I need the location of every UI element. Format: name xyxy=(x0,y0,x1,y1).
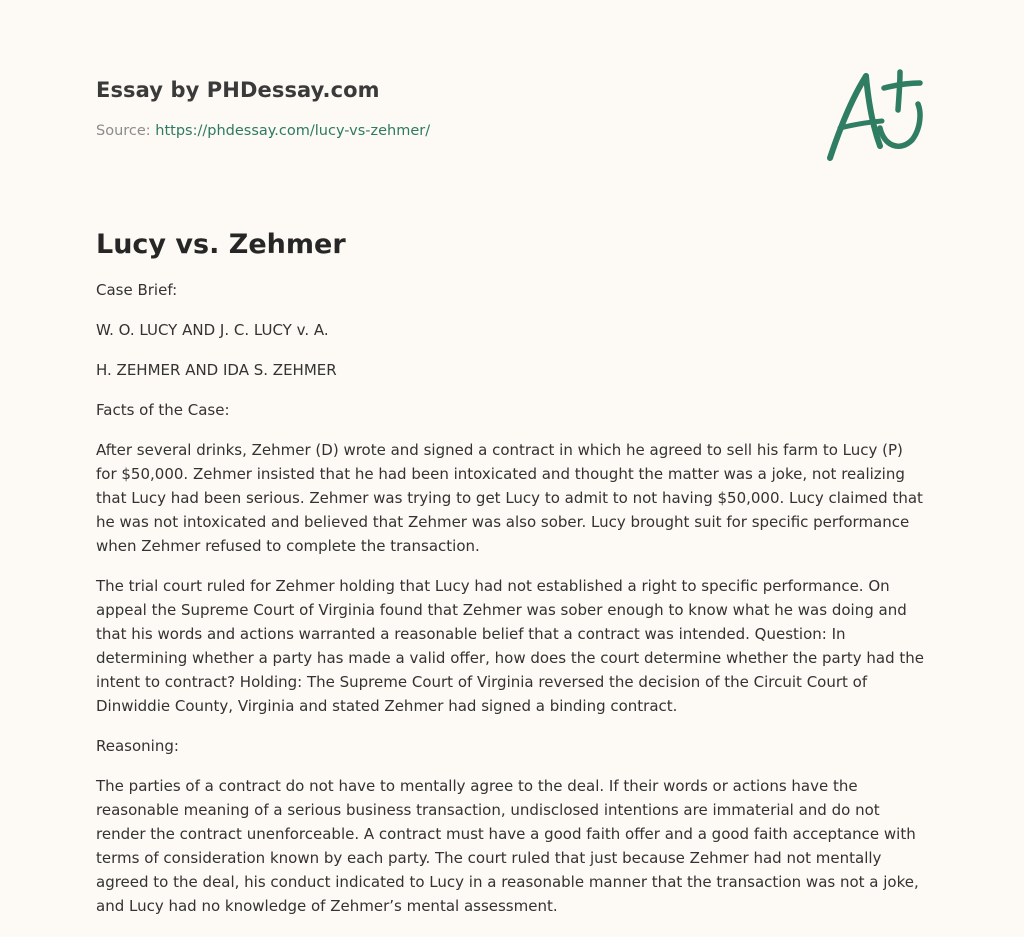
source-label: Source: xyxy=(96,123,151,139)
page-header xyxy=(96,76,796,142)
paragraph-reasoning-heading: Reasoning: xyxy=(96,737,179,755)
source-link[interactable]: https://phdessay.com/lucy-vs-zehmer/ xyxy=(155,123,431,139)
paragraph-parties-2: H. ZEHMER AND IDA S. ZEHMER xyxy=(96,361,337,379)
paragraph-case-brief: Case Brief: xyxy=(96,281,178,299)
paragraph-parties-1: W. O. LUCY AND J. C. LUCY v. A. xyxy=(96,321,329,339)
article-title: Lucy vs. Zehmer xyxy=(96,229,346,260)
paragraph-facts: After several drinks, Zehmer (D) wrote and signed a contract in which he agreed to sell his farm to Lucy (P) for $50,000. Zehmer insisted that he had been intoxicated and thought the matter was a joke, not realizing that Lucy had been serious. Zehmer was trying to get Lucy to admit to not having $50,000. Lucy claimed that he was not intoxicated and believed that Zehmer was also sober. Lucy brought suit for specific performance when Zehmer refused to complete the transaction. xyxy=(96,441,923,555)
paragraph-reasoning: The parties of a contract do not have to mentally agree to the deal. If their words or actions have the reasonable meaning of a serious business transaction, undisclosed intentions are immaterial and do not render the contract unenforceable. A contract must have a good faith offer and a good faith acceptance with terms of consideration known by each party. The court ruled that just because Zehmer had not mentally agreed to the deal, his conduct indicated to Lucy in a reasonable manner that the transaction was not a joke, and Lucy had no knowledge of Zehmer’s mental assessment. xyxy=(96,777,919,915)
brand-title: Essay by PHDessay.com xyxy=(96,78,380,102)
paragraph-ruling: The trial court ruled for Zehmer holding that Lucy had not established a right to specific performance. On appeal the Supreme Court of Virginia found that Zehmer was sober enough to know what he was doing and that his words and actions warranted a reasonable belief that a contract was intended. Question: In determining whether a party has made a valid offer, how does the court determine whether the party had the intent to contract? Holding: The Supreme Court of Virginia reversed the decision of the Circuit Court of Dinwiddie County, Virginia and stated Zehmer had signed a binding contract. xyxy=(96,577,924,715)
article xyxy=(96,226,926,934)
source-line xyxy=(96,120,796,142)
a-plus-logo-icon xyxy=(820,66,930,166)
paragraph-facts-heading: Facts of the Case: xyxy=(96,401,230,419)
